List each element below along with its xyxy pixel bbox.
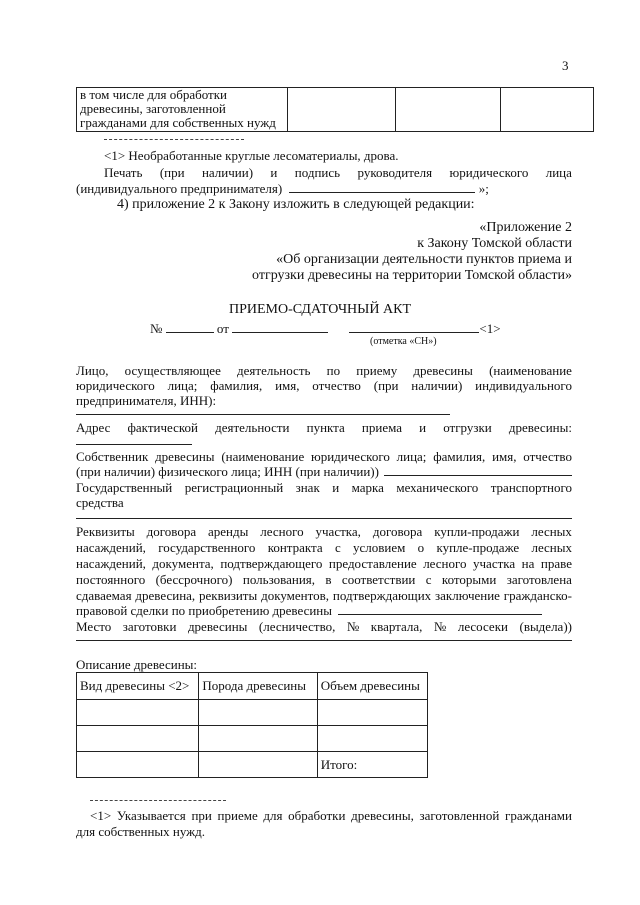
word: деятельности (215, 420, 290, 435)
word: подтверждающего (220, 556, 323, 571)
word: о (417, 540, 425, 555)
signature-field[interactable] (289, 192, 475, 193)
footnote-separator (90, 800, 226, 801)
word: осуществляющее (124, 363, 221, 378)
word: квартала, (370, 619, 423, 634)
address-field[interactable] (76, 444, 192, 445)
table-cell[interactable] (199, 726, 317, 752)
word: документов, (261, 588, 330, 603)
top-table-cell (288, 88, 395, 132)
reg-line1 (76, 480, 572, 495)
person-line2 (76, 378, 572, 393)
word: лесных (531, 540, 572, 555)
act-number-line (150, 321, 501, 336)
footnote-ref: <1> (479, 321, 501, 336)
word: Лицо, (76, 363, 109, 378)
table-cell[interactable] (199, 752, 317, 778)
word: юридического (76, 378, 155, 393)
table-cell[interactable] (77, 726, 199, 752)
footnote-bottom-line1 (90, 808, 572, 823)
word: древесины (187, 619, 248, 634)
word: государственного (158, 540, 256, 555)
word: лесного (260, 524, 304, 539)
word: юридического (449, 165, 529, 180)
word: (при (159, 165, 185, 180)
word: фамилия, (433, 449, 486, 464)
word: Печать (104, 165, 143, 180)
contract-line1 (76, 524, 572, 539)
word: предоставление (328, 556, 417, 571)
word: условием (353, 540, 406, 555)
header-wood-volume: Объем древесины (317, 673, 427, 700)
word: наличии) (201, 165, 254, 180)
signature-label: (индивидуального предпринимателя) (76, 181, 283, 196)
mark-caption: (отметка «СН») (370, 336, 437, 347)
appendix-header (252, 220, 572, 284)
word: приему (356, 363, 398, 378)
word: марка (351, 480, 384, 495)
word: при (191, 808, 212, 823)
address-line (76, 420, 572, 435)
appendix-line: к Закону Томской области (417, 236, 572, 251)
word: приеме (217, 808, 258, 823)
total-cell: Итого: (317, 752, 427, 778)
word: гражданско- (503, 588, 572, 603)
word: гражданами (505, 808, 572, 823)
word: Реквизиты (76, 524, 135, 539)
word: лесосеки (457, 619, 508, 634)
top-table-cell (500, 88, 593, 132)
word: лица (545, 165, 572, 180)
footnote-separator (104, 139, 244, 140)
word: участка (473, 556, 516, 571)
number-label: № (150, 321, 163, 336)
word: договора (146, 524, 197, 539)
word: и (332, 480, 340, 495)
footnote-bottom-line2: для собственных нужд. (76, 824, 206, 839)
signature-line1 (104, 165, 572, 180)
top-table-line: гражданами для собственных нужд (80, 115, 276, 130)
appendix-line: отгрузки древесины на территории Томской области» (252, 268, 572, 283)
contract-label: правовой сделки по приобретению древесины (76, 603, 332, 618)
signature-line2 (76, 181, 489, 196)
act-date-field[interactable] (232, 332, 328, 333)
word: заготовленной (419, 808, 500, 823)
mark-field[interactable] (349, 332, 479, 333)
word: отчество (312, 378, 361, 393)
word: древесина, (135, 588, 196, 603)
word: контракта (267, 540, 323, 555)
top-table-cell (77, 88, 288, 132)
top-table-cell (395, 88, 500, 132)
word: в (325, 572, 332, 587)
word: древесины (413, 363, 473, 378)
owner-line1 (76, 449, 572, 464)
word: <1> (90, 808, 112, 823)
word: и (419, 420, 427, 435)
word: отгрузки (443, 420, 492, 435)
date-label: от (216, 321, 229, 336)
person-field[interactable] (76, 414, 450, 415)
word: знак (295, 480, 320, 495)
word: обработки (288, 808, 346, 823)
word: постоянного (76, 572, 146, 587)
description-label: Описание древесины: (76, 657, 198, 672)
word: (выдела)) (519, 619, 572, 634)
reg-field[interactable] (76, 518, 572, 519)
owner-field[interactable] (384, 475, 572, 476)
place-line (76, 619, 572, 634)
top-table (76, 87, 594, 132)
table-cell[interactable] (317, 700, 427, 726)
appendix-line: «Об организации деятельности пунктов приема и (276, 252, 572, 267)
word: участка, (315, 524, 361, 539)
word: аренды (208, 524, 249, 539)
table-cell[interactable] (77, 752, 199, 778)
word: которыми (441, 572, 497, 587)
table-cell[interactable] (317, 726, 427, 752)
reg-line2: средства (76, 495, 124, 510)
owner-label: (при наличии) физического лица; ИНН (при наличии)) (76, 464, 379, 479)
contract-line3 (76, 556, 572, 571)
person-line3: предпринимателя, ИНН): (76, 393, 217, 408)
word: деятельность (237, 363, 311, 378)
contract-line5 (76, 588, 572, 603)
page-number: 3 (562, 58, 569, 73)
word: на (521, 556, 535, 571)
word: по (326, 363, 341, 378)
word: механического (396, 480, 479, 495)
contract-line2 (76, 540, 572, 555)
word: № (433, 619, 447, 634)
word: имя, (275, 378, 300, 393)
act-title: ПРИЕМО-СДАТОЧНЫЙ АКТ (228, 302, 411, 317)
word: древесины, (351, 808, 414, 823)
table-cell[interactable] (77, 700, 199, 726)
word: юридического (311, 449, 390, 464)
person-line1 (76, 363, 572, 378)
word: подтверждающих (332, 588, 432, 603)
contract-field[interactable] (338, 614, 542, 615)
word: Государственный (76, 480, 173, 495)
quote-close: »; (478, 181, 489, 196)
word: Адрес (76, 420, 111, 435)
word: лица; (167, 378, 198, 393)
top-table-line: древесины, заготовленной (80, 101, 226, 116)
word: купле-продаже (436, 540, 520, 555)
footnote-top: <1> Необработанные круглые лесоматериалы, дрова. (104, 148, 399, 163)
word: № (346, 619, 360, 634)
word: подпись (294, 165, 341, 180)
word: реквизиты (199, 588, 258, 603)
word: документа, (152, 556, 214, 571)
word: имя, (492, 449, 517, 464)
word: Собственник (76, 449, 149, 464)
top-table-line: в том числе для обработки (80, 87, 228, 102)
appendix-line: «Приложение 2 (479, 220, 572, 235)
word: для (263, 808, 283, 823)
word: наличии) (411, 378, 463, 393)
word: пункта (306, 420, 345, 435)
wood-table (76, 672, 428, 778)
word: транспортного (490, 480, 572, 495)
word: заготовлена (506, 572, 572, 587)
word: руководителя (357, 165, 433, 180)
word: заготовки (122, 619, 177, 634)
word: лица; (396, 449, 427, 464)
word: договора (372, 524, 423, 539)
word: с (425, 572, 432, 587)
word: насаждений, (76, 540, 146, 555)
word: (лесничество, (258, 619, 336, 634)
act-number-field[interactable] (166, 332, 214, 333)
word: приема (361, 420, 402, 435)
contract-line4 (76, 572, 572, 587)
amendment-text: 4) приложение 2 к Закону изложить в следующей редакции: (117, 197, 475, 212)
word: купли-продажи (434, 524, 520, 539)
owner-line2 (76, 464, 572, 479)
word: сдаваемая (76, 588, 132, 603)
word: насаждений, (76, 556, 146, 571)
word: праве (540, 556, 572, 571)
word: лесных (531, 524, 572, 539)
header-wood-species: Порода древесины (199, 673, 317, 700)
word: и (270, 165, 278, 180)
table-cell[interactable] (199, 700, 317, 726)
word: с (334, 540, 341, 555)
word: (наименование (489, 363, 572, 378)
word: отчество (523, 449, 572, 464)
word: (наименование (221, 449, 305, 464)
word: пользования, (242, 572, 316, 587)
word: соответствии (341, 572, 416, 587)
contract-line6 (76, 603, 542, 618)
header-wood-type: Вид древесины <2> (77, 673, 199, 700)
word: Указывается (116, 808, 186, 823)
word: фактической (127, 420, 198, 435)
word: лесного (423, 556, 467, 571)
word: заключение (435, 588, 500, 603)
word: регистрационный (184, 480, 284, 495)
word: фамилия, (210, 378, 263, 393)
word: (бессрочного) (155, 572, 233, 587)
word: древесины: (508, 420, 572, 435)
word: Место (76, 619, 112, 634)
place-field[interactable] (76, 640, 572, 641)
word: (при (373, 378, 399, 393)
word: индивидуального (475, 378, 572, 393)
word: древесины (155, 449, 215, 464)
